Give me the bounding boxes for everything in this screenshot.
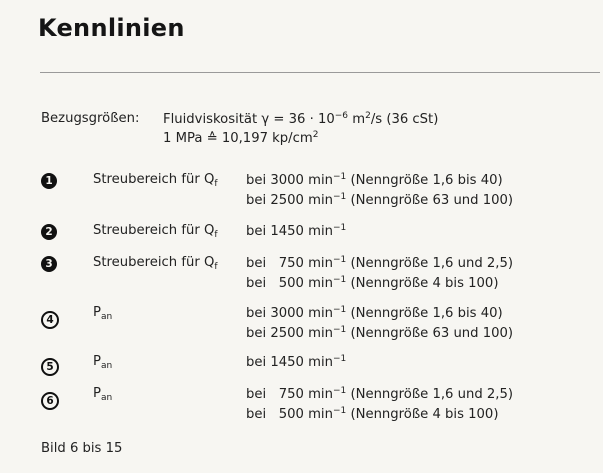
- curve-label: [93, 223, 218, 240]
- curve-speed-line: [246, 305, 503, 321]
- curve-number-badge: 4: [41, 311, 59, 329]
- curve-label: [93, 305, 112, 322]
- curve-label-subscript: f: [214, 262, 218, 272]
- curve-speed-line: [246, 275, 498, 291]
- curve-label-subscript: f: [214, 179, 218, 189]
- curve-label-subscript: an: [100, 361, 113, 371]
- speed-exponent: −1: [332, 192, 347, 202]
- curve-speed-line: [246, 354, 346, 370]
- curve-label: [93, 354, 112, 371]
- speed-text: bei 500 min: [246, 276, 333, 291]
- curve-speed-line: [246, 386, 513, 402]
- speed-text: bei 500 min: [246, 407, 333, 422]
- speed-exponent: −1: [332, 386, 347, 396]
- curve-label-subscript: an: [100, 312, 113, 322]
- speed-text: bei 3000 min: [246, 173, 333, 188]
- curve-label-text: Streubereich für Q: [93, 223, 215, 238]
- speed-exponent: −1: [332, 172, 347, 182]
- size-note: (Nenngröße 1,6 bis 40): [350, 306, 503, 321]
- pressure-exponent: 2: [312, 130, 319, 140]
- viscosity-unit: m: [348, 112, 366, 127]
- curve-speed-line: [246, 192, 513, 208]
- speed-text: bei 1450 min: [246, 355, 333, 370]
- curve-speed-line: [246, 223, 346, 239]
- pressure-text: 1 MPa ≙ 10,197 kp/cm: [163, 131, 313, 146]
- pressure-line: [163, 130, 318, 146]
- size-note: (Nenngröße 1,6 und 2,5): [350, 387, 514, 402]
- curve-label-subscript: f: [214, 230, 218, 240]
- size-note: (Nenngröße 63 und 100): [350, 326, 514, 341]
- figure-reference: Bild 6 bis 15: [41, 441, 123, 456]
- speed-exponent: −1: [332, 275, 347, 285]
- curve-label: [93, 255, 218, 272]
- size-note: (Nenngröße 1,6 und 2,5): [350, 256, 514, 271]
- curve-label: [93, 386, 112, 403]
- curve-speed-line: [246, 406, 498, 422]
- curve-number-badge: 2: [41, 224, 57, 240]
- page-title: Kennlinien: [38, 14, 185, 42]
- size-note: (Nenngröße 63 und 100): [350, 193, 514, 208]
- viscosity-tail: /s (36 cSt): [370, 112, 439, 127]
- viscosity-exponent: −6: [334, 111, 349, 121]
- speed-exponent: −1: [332, 354, 347, 364]
- curve-label-subscript: an: [100, 393, 113, 403]
- curve-label-text: P: [93, 386, 101, 401]
- viscosity-unit-exponent: 2: [365, 111, 371, 121]
- size-note: (Nenngröße 1,6 bis 40): [350, 173, 503, 188]
- reference-label: Bezugsgrößen:: [41, 111, 140, 126]
- viscosity-text: Fluidviskosität γ = 36 · 10: [163, 112, 335, 127]
- speed-exponent: −1: [332, 406, 347, 416]
- speed-exponent: −1: [332, 305, 347, 315]
- curve-label: [93, 172, 218, 189]
- speed-text: bei 1450 min: [246, 224, 333, 239]
- speed-exponent: −1: [332, 223, 347, 233]
- curve-number-badge: 5: [41, 358, 59, 376]
- speed-text: bei 3000 min: [246, 306, 333, 321]
- speed-text: bei 750 min: [246, 256, 333, 271]
- curve-number-badge: 1: [41, 173, 57, 189]
- viscosity-line: [163, 111, 438, 127]
- curve-number-badge: 3: [41, 256, 57, 272]
- speed-text: bei 2500 min: [246, 326, 333, 341]
- speed-exponent: −1: [332, 325, 347, 335]
- curve-number-badge: 6: [41, 392, 59, 410]
- curve-label-text: P: [93, 305, 101, 320]
- curve-speed-line: [246, 325, 513, 341]
- speed-text: bei 750 min: [246, 387, 333, 402]
- speed-text: bei 2500 min: [246, 193, 333, 208]
- curve-label-text: P: [93, 354, 101, 369]
- curve-speed-line: [246, 255, 513, 271]
- size-note: (Nenngröße 4 bis 100): [350, 407, 499, 422]
- curve-label-text: Streubereich für Q: [93, 172, 215, 187]
- title-divider: [40, 72, 600, 73]
- curve-label-text: Streubereich für Q: [93, 255, 215, 270]
- speed-exponent: −1: [332, 255, 347, 265]
- curve-speed-line: [246, 172, 503, 188]
- size-note: (Nenngröße 4 bis 100): [350, 276, 499, 291]
